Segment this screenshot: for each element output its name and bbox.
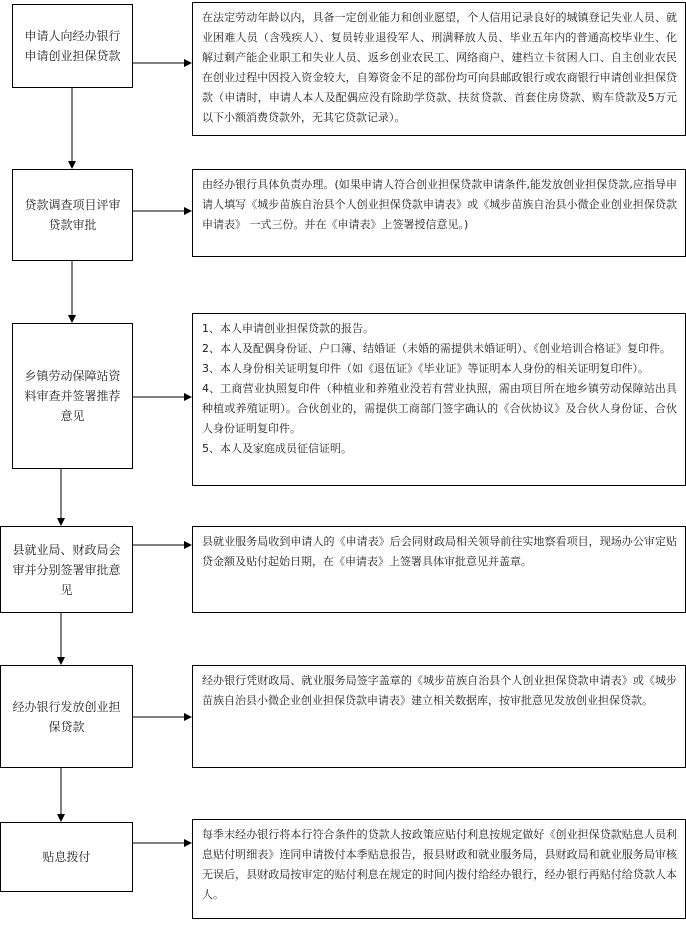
detail-text-review: 由经办银行具体负责办理。(如果申请人符合创业担保贷款申请条件,能发放创业担保贷款,应指导申请人填写《城步苗族自治县个人创业担保贷款申请表》或《城步苗族自治县小微企业创业担保贷款申请表》 一式三份。并在《申请表》上签署授信意见。) — [202, 178, 677, 231]
detail-item-2: 2、本人及配偶身份证、户口簿、结婚证（未婚的需提供未婚证明）、《创业培训合格证》复印件。 — [202, 342, 671, 355]
detail-text-apply: 在法定劳动年龄以内，具备一定创业能力和创业愿望，个人信用记录良好的城镇登记失业人员、就业困难人员（含残疾人）、复员转业退役军人、刑满释放人员、毕业五年内的普通高校毕业生、化解过剩产能企业职工和失业人员、返乡创业农民工、网络商户、建档立卡贫困人口、自主创业农民在创业过程中因投入资金较大，自筹资金不足的部份均可向县邮政银行或农商银行申请创业担保贷款（申请时，申请人本人及配偶应没有除助学贷款、扶贫贷款、首套住房贷款、购车贷款及5万元以下小额消费贷款外，无其它贷款记录）。 — [202, 11, 677, 124]
detail-text-county: 县就业服务局收到申请人的《申请表》后会同财政局相关领导前往实地察看项目，现场办公审定贴贷金额及贴付起始日期，在《申请表》上签署具体审批意见并盖章。 — [202, 535, 677, 568]
step-title-disburse: 经办银行发放创业担保贷款 — [12, 699, 121, 734]
detail-text-subsidy: 每季末经办银行将本行符合条件的贷款人按政策应贴付利息按规定做好《创业担保贷款贴息人员利息贴付明细表》连同申请拨付本季贴息报告，报县财政和就业服务局，县财政局和就业服务局审核无误后，县财政局按审定的贴付利息在规定的时间内拨付给经办银行，经办银行再贴付给贷款人本人。 — [202, 828, 677, 901]
step-title-review: 贷款调查项目评审贷款审批 — [24, 198, 121, 232]
detail-item-3: 3、本人身份相关证明复印件（如《退伍证》《毕业证》等证明本人身份的相关证明复印件）。 — [202, 362, 649, 375]
step-title-apply: 申请人向经办银行申请创业担保贷款 — [24, 29, 121, 63]
step-title-subsidy: 贴息拨付 — [42, 850, 91, 864]
detail-item-4: 4、工商营业执照复印件（种植业和养殖业没若有营业执照，需由项目所在地乡镇劳动保障站出具种植或养殖证明）。合伙创业的，需提供工商部门签字确认的《合伙协议》及合伙人身份证、合伙人身份证明复印件。 — [202, 382, 677, 435]
detail-item-1: 1、本人申请创业担保贷款的报告。 — [202, 322, 374, 335]
step-title-county: 县就业局、财政局会审并分别签署审批意见 — [12, 542, 121, 597]
step-title-township: 乡镇劳动保障站资料审查并签署推荐意见 — [24, 369, 121, 423]
detail-item-5: 5、本人及家庭成员征信证明。 — [202, 442, 352, 455]
detail-text-disburse: 经办银行凭财政局、就业服务局签字盖章的《城步苗族自治县个人创业担保贷款申请表》或《城步苗族自治县小微企业创业担保贷款申请表》建立相关数据库，按审批意见发放创业担保贷款。 — [202, 674, 677, 707]
